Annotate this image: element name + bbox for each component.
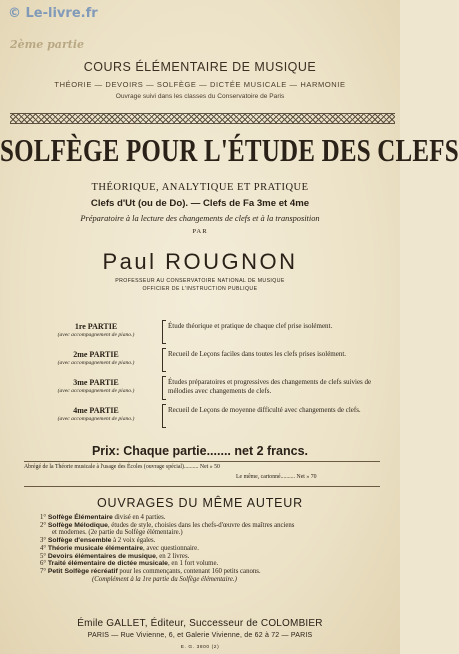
part-name: 2me PARTIE [73,350,119,359]
work-item [40,537,400,545]
part-note: (avec accompagnement de piano.) [57,416,135,422]
work-detail: à 2 voix égales. [111,537,156,545]
part-label: 2ème partie [10,38,84,51]
part-note: (avec accompagnement de piano.) [57,360,135,366]
par-label: PAR [192,228,208,235]
author-name: Paul ROUGNON [102,249,298,274]
work-title: Traité élémentaire de dictée musicale [47,560,168,568]
part-bracket [162,404,166,428]
plate-code: E. G. 3800 (2) [180,645,220,650]
part-description: Étude théorique et pratique de chaque clef prise isolément. [168,322,333,330]
same-author-heading: OUVRAGES DU MÊME AUTEUR [97,496,303,510]
work-number: 6° [40,560,47,568]
part-bracket [162,376,166,400]
part-description: Études préparatoires et progressives des changements de clefs suivies de mélodies avec changements de clefs. [168,378,372,395]
part-description: Recueil de Leçons faciles dans toutes les clefs prises isolément. [168,350,347,358]
work-title: Solfège Mélodique [47,521,108,529]
ornamental-border [10,113,395,124]
work-detail: , études de style, choisies dans les chefs-d'œuvre des maîtres anciens [107,521,295,529]
work-title: Théorie musicale élémentaire [47,544,144,552]
part-description: Recueil de Leçons de moyenne difficulté avec changements de clefs. [168,406,361,414]
book-subtitle: THÉORIQUE, ANALYTIQUE ET PRATIQUE [91,182,309,193]
work-number: 7° [40,567,47,575]
part-note: (avec accompagnement de piano.) [57,332,135,338]
work-item [40,568,400,576]
work-number: 1° [40,514,47,521]
abrege-line: Abrégé de la Théorie musicale à l'usage des Écoles (ouvrage spécial).......... Net » 50 [24,464,220,470]
abrege-cartonne-line: Le même, cartonné.......... Net » 70 [236,474,317,480]
divider-rule [24,461,380,462]
series-adoption-note: Ouvrage suivi dans les classes du Conservatoire de Paris [115,93,285,100]
part-row [0,376,400,402]
part-row [0,404,400,430]
watermark: © Le-livre.fr [8,6,98,21]
work-item [40,514,400,522]
work-number: 5° [40,552,47,560]
part-row [0,320,400,346]
publisher-address: PARIS — Rue Vivienne, 6, et Galerie Vivienne, de 62 à 72 — PARIS [87,632,313,639]
work-number: 4° [40,544,47,552]
work-detail: (Complément à la 1re partie du Solfège élémentaire.) [92,575,237,583]
price-line: Prix: Chaque partie....... net 2 francs. [91,444,309,458]
work-number: 2° [40,521,47,529]
work-detail: , en 2 livres. [155,552,190,560]
part-row [0,348,400,374]
work-item [40,545,400,553]
series-title: COURS ÉLÉMENTAIRE DE MUSIQUE [83,60,317,74]
book-title: SOLFÈGE POUR L'ÉTUDE DES CLEFS [0,134,459,169]
work-item [40,576,400,584]
work-detail: , en 1 fort volume. [167,560,219,568]
works-list [40,514,400,583]
part-name: 4me PARTIE [73,406,119,415]
work-detail: et modernes. (2e partie du Solfège élémentaire.) [52,529,183,537]
part-note: (avec accompagnement de piano.) [57,388,135,394]
work-detail: divisé en 4 parties. [112,514,166,521]
divider-rule [24,486,380,487]
part-name: 1re PARTIE [74,322,118,331]
clefs-line: Clefs d'Ut (ou de Do). — Clefs de Fa 3me et 4me [90,198,310,209]
author-title-2: OFFICIER DE L'INSTRUCTION PUBLIQUE [142,286,258,292]
work-item [40,553,400,561]
work-title: Solfège Élémentaire [47,514,113,521]
publisher-line: Émile GALLET, Éditeur, Successeur de COLOMBIER [77,618,323,629]
work-item [40,522,400,530]
part-bracket [162,348,166,372]
work-number: 3° [40,537,47,545]
series-topics: THÉORIE — DEVOIRS — SOLFÈGE — DICTÉE MUSICALE — HARMONIE [54,80,346,89]
work-detail: pour les commençants, contenant 160 petits canons. [117,567,261,575]
part-name: 3me PARTIE [73,378,119,387]
work-title: Solfège d'ensemble [47,537,112,545]
parts-list [0,320,400,434]
work-title: Petit Solfège récréatif [47,567,118,575]
work-detail: , avec questionnaire. [143,544,199,552]
work-item [40,529,400,537]
preparation-line: Préparatoire à la lecture des changements de clefs et à la transposition [80,214,320,223]
work-title: Devoirs élémentaires de musique [47,552,156,560]
work-item [40,560,400,568]
author-title-1: PROFESSEUR AU CONSERVATOIRE NATIONAL DE MUSIQUE [115,278,285,284]
part-bracket [162,320,166,344]
